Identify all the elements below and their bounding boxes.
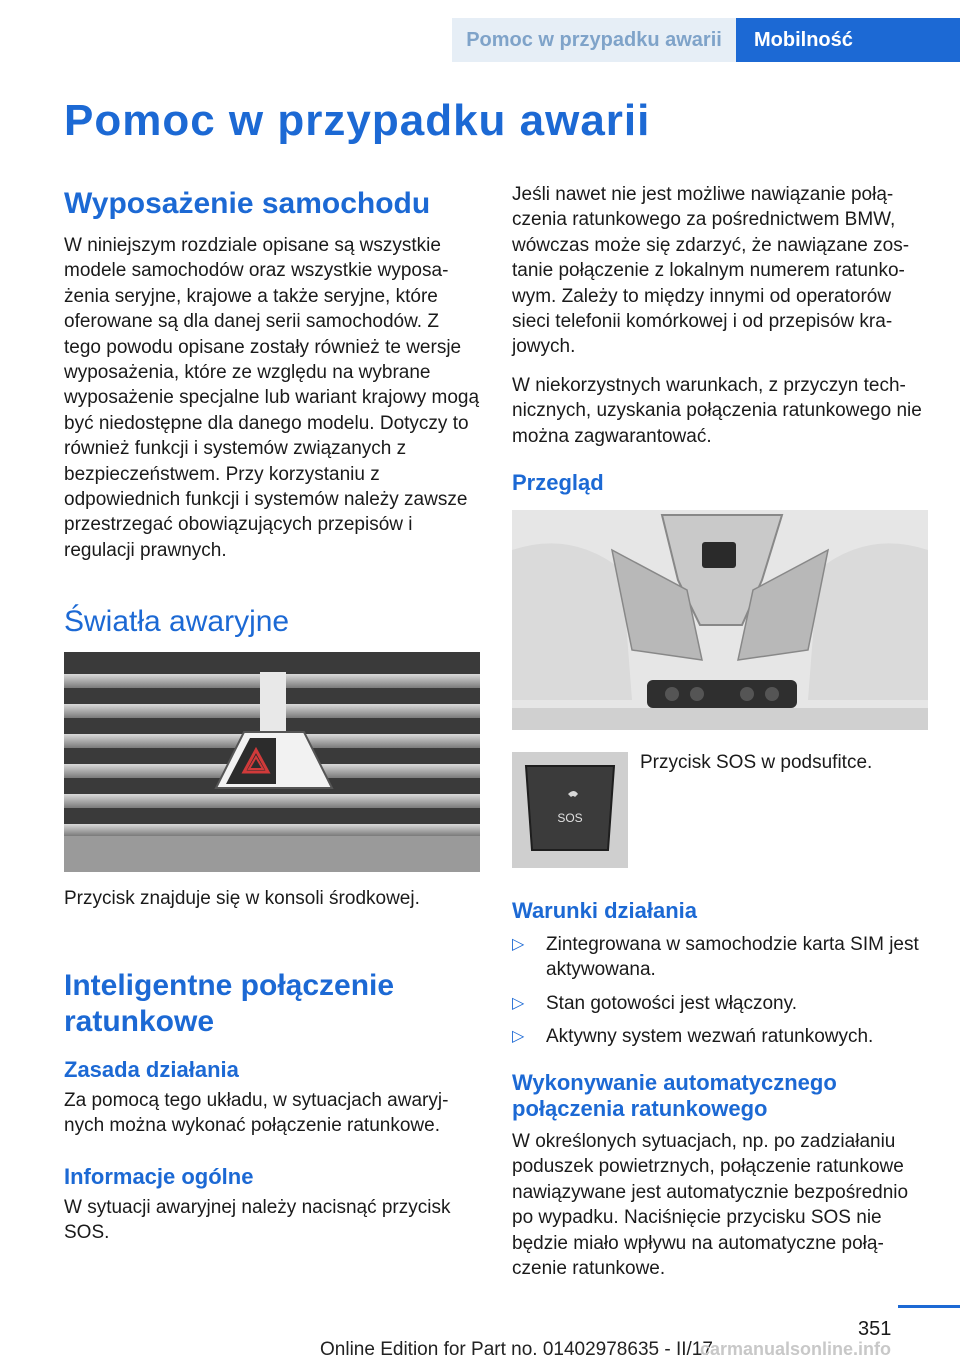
conditions-list [512,932,928,1058]
edition-note: Online Edition for Part no. 01402978635 - II/17 [320,1339,713,1360]
hazard-caption: Przycisk znajduje się w konsoli środkowej. [64,888,420,909]
header-chapter-tab: Mobilność [736,18,960,62]
overview-heading: Przegląd [512,470,604,495]
list-item: ▷ Zintegrowana w samochodzie karta SIM jest aktywowana. [512,934,919,981]
watermark: carmanualsonline.info [700,1339,892,1359]
footer-rule [898,1305,960,1308]
equipment-heading: Wyposażenie samochodu [64,187,431,220]
sos-caption: Przycisk SOS w podsufitce. [640,752,873,773]
principle-heading: Zasada działania [64,1057,239,1082]
conditions-heading: Warunki działania [512,898,698,923]
intro-text-2: W niekorzystnych warunkach, z przyczyn technicznych, uzyskania połączenia ratunkowego nie można zagwarantować. [512,375,922,447]
principle-text: Za pomocą tego układu, w sytuacjach awaryjnych można wykonać połączenie ratunkowe. [64,1090,449,1137]
general-text: W sytuacji awaryjnej należy nacisnąć przycisk SOS. [64,1197,451,1244]
list-item: ▷ Aktywny system wezwań ratunkowych. [512,1024,928,1049]
header-section-tab: Pomoc w przypadku awarii [452,18,736,62]
hazard-heading: Światła awaryjne [64,605,290,638]
bullet-triangle-icon: ▷ [512,1028,525,1046]
hazard-button-photo [64,652,480,872]
page-number: 351 [858,1318,892,1340]
sos-label: SOS [557,811,583,825]
overhead-console-photo [512,510,928,730]
call-heading: Inteligentne połączenie ratunkowe [64,969,395,1038]
general-heading: Informacje ogólne [64,1164,254,1189]
bullet-triangle-icon: ▷ [512,994,525,1012]
bullet-triangle-icon: ▷ [512,936,525,953]
equipment-text: W niniejszym rozdziale opisane są wszystkie modele samochodów oraz wszystkie wyposażenia seryjne, krajowe a także seryjne, które oferowane są dla danej serii samochodów. Z tego powodu opisane zostały również te wersje wyposażenia, które ze względu na wybrane wyposażenie specjalne lub wariant krajowy mogą być niedostępne dla danego modelu. Dotyczy to również funkcji i systemów związanych z bezpieczeństwem. Przy korzystaniu z odpowiednich funkcji i systemów należy zawsze przestrzegać obowiązujących przepisów i regulacji prawnych. [64,235,480,561]
auto-heading: Wykonywanie automatycznego połączenia ratunkowego [512,1070,837,1121]
page-title: Pomoc w przypadku awarii [64,96,651,145]
intro-text-1: Jeśli nawet nie jest możliwe nawiązanie połączenia ratunkowego za pośrednictwem BMW, wówczas może się zdarzyć, że nawiązane zostanie połączenie z lokalnym numerem ratunkowym. Zależy to między innymi od operatorów sieci telefonii komórkowej i od przepisów krajowych. [512,184,910,358]
list-item: ▷ Stan gotowości jest włączony. [512,991,928,1016]
sos-button-photo [512,752,628,868]
auto-text: W określonych sytuacjach, np. po zadziałaniu poduszek powietrznych, połączenie ratunkowe nawiązywane jest automatycznie bezpośrednio po wypadku. Naciśnięcie przycisku SOS nie będzie miało wpływu na automatyczne połączenie ratunkowe. [512,1131,909,1280]
